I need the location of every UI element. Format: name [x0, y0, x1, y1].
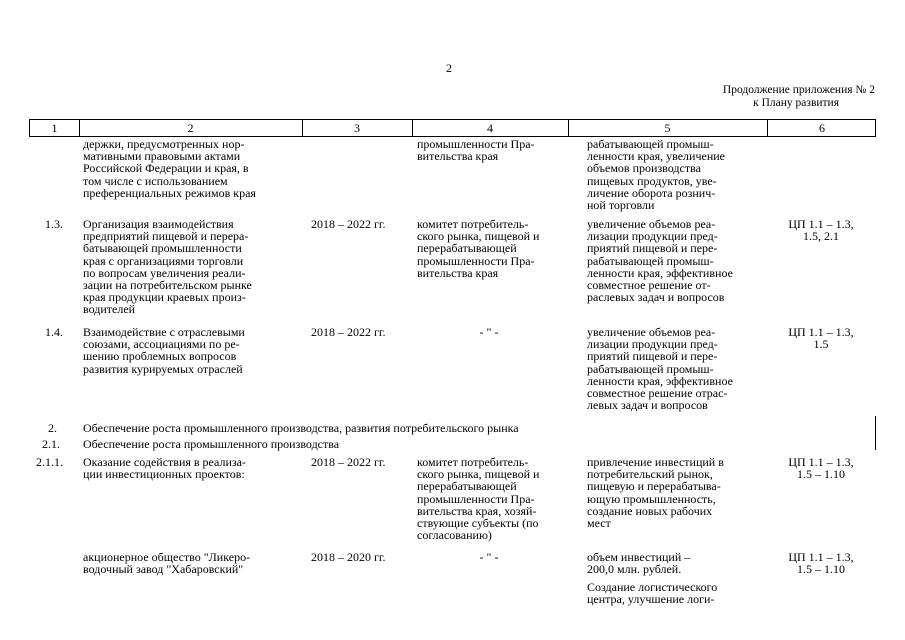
- row-1-4-indicators: ЦП 1.1 – 1.3, 1.5: [788, 325, 854, 352]
- row-2-1-1-indicators: ЦП 1.1 – 1.3, 1.5 – 1.10: [788, 455, 854, 482]
- section-2-title: Обеспечение роста промышленного производства, развития потребительского рынка: [83, 421, 519, 435]
- row-2-1-1-result: привлечение инвестиций в потребительский рынок, пищевую и перерабатыва- ющую промышленность, создание новых рабочих мест: [587, 455, 724, 531]
- appendix-header-line2: к Плану развития: [753, 97, 839, 109]
- appendix-header: [723, 84, 875, 110]
- appendix-header-line1: Продолжение приложения № 2: [722, 84, 875, 96]
- row-1-3-number: 1.3.: [45, 217, 63, 231]
- row-2-1-1-executor: комитет потребитель- ского рынка, пищевой и перерабатывающей промышленности Пра- вительства края, хозяй- ствующие субъекты (по согласованию): [417, 455, 540, 543]
- cont-row-result: рабатывающей промыш- ленности края, увеличение объемов производства пищевых продуктов, уве- личение оборота рознич- ной торговли: [587, 137, 725, 213]
- column-number-1: 1: [51, 121, 58, 135]
- jsc-row-indicators: ЦП 1.1 – 1.3, 1.5 – 1.10: [788, 550, 854, 577]
- row-2-1-1-number: 2.1.1.: [36, 455, 63, 469]
- row-1-3-indicators: ЦП 1.1 – 1.3, 1.5, 2.1: [788, 217, 854, 244]
- row-1-3-period: 2018 – 2022 гг.: [311, 217, 386, 231]
- column-number-4: 4: [487, 121, 493, 135]
- row-2-1-1-period: 2018 – 2022 гг.: [311, 455, 386, 469]
- row-1-4-description: Взаимодействие с отраслевыми союзами, ассоциациями по ре- шению проблемных вопросов развития курируемых отраслей: [83, 325, 245, 376]
- column-number-5: 5: [664, 121, 671, 135]
- jsc-row-logistics: Создание логистического центра, улучшение логи-: [587, 580, 718, 607]
- section-2-1-title: Обеспечение роста промышленного производства: [83, 437, 340, 451]
- cont-row-executor: промышленности Пра- вительства края: [417, 137, 535, 164]
- column-number-2: 2: [187, 121, 194, 135]
- row-1-3-result: увеличение объемов реа- лизации продукции пред- приятий пищевой и пере- рабатывающей промыш- ленности края, эффективное совместное решение от- раслевых задач и вопросов: [587, 217, 733, 305]
- row-1-3-description: Организация взаимодействия предприятий пищевой и перера- батывающей промышленности края с организациями торговли по вопросам увеличения реали- зации на потребительском рынке края продукции краевых произ- водителей: [83, 217, 252, 317]
- jsc-row-investment: объем инвестиций – 200,0 млн. рублей.: [587, 550, 691, 577]
- row-1-4-result: увеличение объемов реа- лизации продукции пред- приятий пищевой и пере- рабатывающей промыш- ленности края, эффективное совместное решение отрас- левых задач и вопросов: [587, 325, 733, 413]
- row-1-4-period: 2018 – 2022 гг.: [311, 325, 386, 339]
- section-2-number: 2.: [48, 421, 57, 435]
- jsc-row-period: 2018 – 2020 гг.: [311, 550, 386, 564]
- row-1-4-number: 1.4.: [45, 325, 63, 339]
- column-number-3: 3: [354, 121, 360, 135]
- column-number-6: 6: [819, 121, 825, 135]
- row-1-4-executor: - " -: [479, 325, 499, 339]
- page-number: 2: [446, 61, 452, 75]
- section-2-1-number: 2.1.: [42, 437, 60, 451]
- row-1-3-executor: комитет потребитель- ского рынка, пищевой и перерабатывающей промышленности Пра- вительства края: [417, 217, 540, 280]
- jsc-row-executor: - " -: [479, 550, 499, 564]
- row-2-1-1-description: Оказание содействия в реализа- ции инвестиционных проектов:: [83, 455, 246, 482]
- jsc-row-description: акционерное общество "Ликеро- водочный завод "Хабаровский": [83, 550, 251, 577]
- cont-row-description: держки, предусмотренных нор- мативными правовыми актами Российской Федерации и края, в том числе с использованием преференциальных режимов края: [83, 137, 256, 200]
- right-border-line: [875, 416, 876, 450]
- column-number-row: [29, 119, 876, 137]
